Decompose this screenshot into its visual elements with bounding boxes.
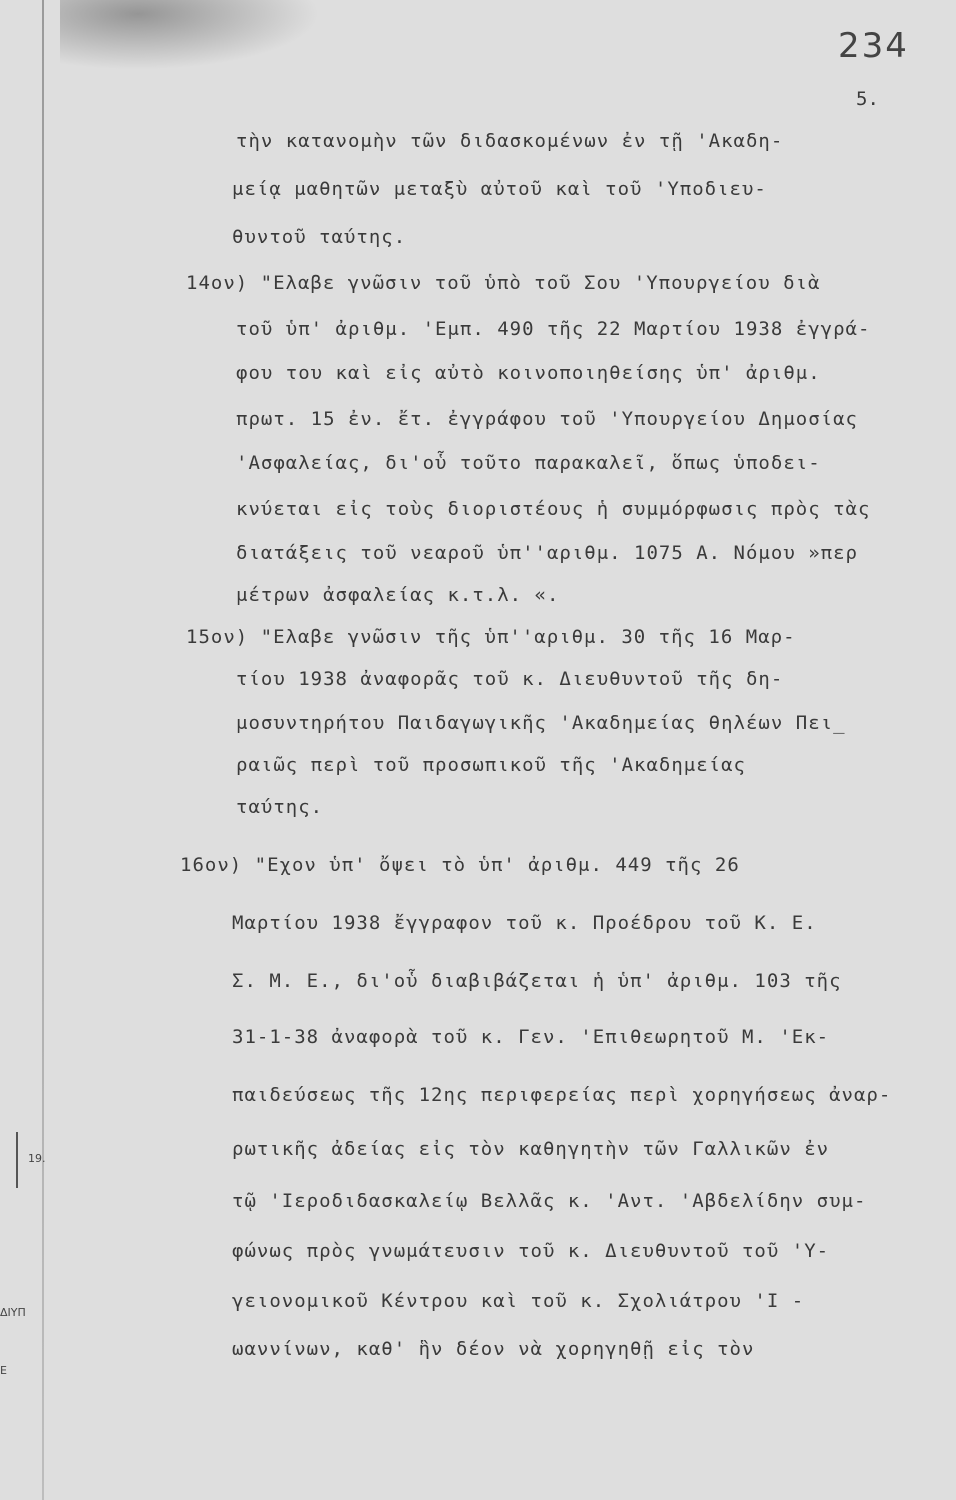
text-line: ραιῶς περὶ τοῦ προσωπικοῦ τῆς 'Ακαδημείας	[236, 754, 746, 776]
text-line: μοσυντηρήτου Παιδαγωγικῆς 'Ακαδημείας θηλέων Πει_	[236, 712, 846, 734]
text-line: ωαννίνων, καθ' ἣν δέον νὰ χορηγηθῇ εἰς τὸν	[232, 1338, 755, 1360]
text-line: διατάξεις τοῦ νεαροῦ ὑπ''αριθμ. 1075 Α. Νόμου »περ	[236, 542, 858, 564]
text-line: Σ. Μ. Ε., δι'οὗ διαβιβάζεται ἡ ὑπ' ἀριθμ. 103 τῆς	[232, 970, 842, 992]
text-line: 15ον) "Ελαβε γνῶσιν τῆς ὑπ''αριθμ. 30 τῆς 16 Μαρ-	[186, 626, 796, 648]
margin-mark-1: 19.	[28, 1152, 46, 1165]
text-line: 14ον) "Ελαβε γνῶσιν τοῦ ὑπὸ τοῦ Σου 'Υπουργείου διὰ	[186, 272, 821, 294]
margin-mark-2: ΔΙΥΠ	[0, 1306, 26, 1319]
text-line: ρωτικῆς ἀδείας εἰς τὸν καθηγητὴν τῶν Γαλλικῶν ἐν	[232, 1138, 830, 1160]
text-line: φώνως πρὸς γνωμάτευσιν τοῦ κ. Διευθυντοῦ τοῦ 'Υ-	[232, 1240, 830, 1262]
text-line: τίου 1938 ἀναφορᾶς τοῦ κ. Διευθυντοῦ τῆς δη-	[236, 668, 784, 690]
text-line: παιδεύσεως τῆς 12ης περιφερείας περὶ χορηγήσεως ἀναρ-	[232, 1084, 892, 1106]
text-line: 'Ασφαλείας, δι'οὗ τοῦτο παρακαλεῖ, ὅπως ὑποδει-	[236, 452, 821, 474]
text-line: 16ον) "Εχον ὑπ' ὄψει τὸ ὑπ' ἀριθμ. 449 τῆς 26	[180, 854, 740, 876]
text-line: ταύτης.	[236, 796, 324, 818]
margin-mark-3: Ε	[0, 1364, 7, 1377]
text-line: Μαρτίου 1938 ἔγγραφον τοῦ κ. Προέδρου τοῦ Κ. Ε.	[232, 912, 817, 934]
page-number: 5.	[856, 88, 879, 110]
text-line: θυντοῦ ταύτης.	[232, 226, 407, 248]
text-line: κνύεται εἰς τοὺς διοριστέους ἡ συμμόρφωσις πρὸς τὰς	[236, 498, 871, 520]
text-line: γειονομικοῦ Κέντρου καὶ τοῦ κ. Σχολιάτρου 'Ι -	[232, 1290, 805, 1312]
text-line: πρωτ. 15 ἐν. ἔτ. ἐγγράφου τοῦ 'Υπουργείου Δημοσίας	[236, 408, 858, 430]
text-line: τὴν κατανομὴν τῶν διδασκομένων ἐν τῇ 'Ακαδη-	[236, 130, 784, 152]
text-line: μέτρων ἀσφαλείας κ.τ.λ. «.	[236, 584, 560, 606]
scan-shadow	[60, 0, 320, 70]
text-line: τῷ 'Ιεροδιδασκαλείῳ Βελλᾶς κ. 'Αντ. 'Αβδελίδην συμ-	[232, 1190, 867, 1212]
binding-edge	[42, 0, 44, 1500]
text-line: τοῦ ὑπ' ἀριθμ. 'Εμπ. 490 τῆς 22 Μαρτίου 1938 ἐγγρά-	[236, 318, 871, 340]
handwritten-folio-number: 234	[838, 26, 909, 66]
text-line: μείᾳ μαθητῶν μεταξὺ αὐτοῦ καὶ τοῦ 'Υποδιευ-	[232, 178, 767, 200]
text-line: φου του καὶ εἰς αὐτὸ κοινοποιηθείσης ὑπ' ἀριθμ.	[236, 362, 821, 384]
text-line: 31-1-38 ἀναφορὰ τοῦ κ. Γεν. 'Επιθεωρητοῦ Μ. 'Εκ-	[232, 1026, 830, 1048]
margin-bracket	[8, 1132, 18, 1188]
